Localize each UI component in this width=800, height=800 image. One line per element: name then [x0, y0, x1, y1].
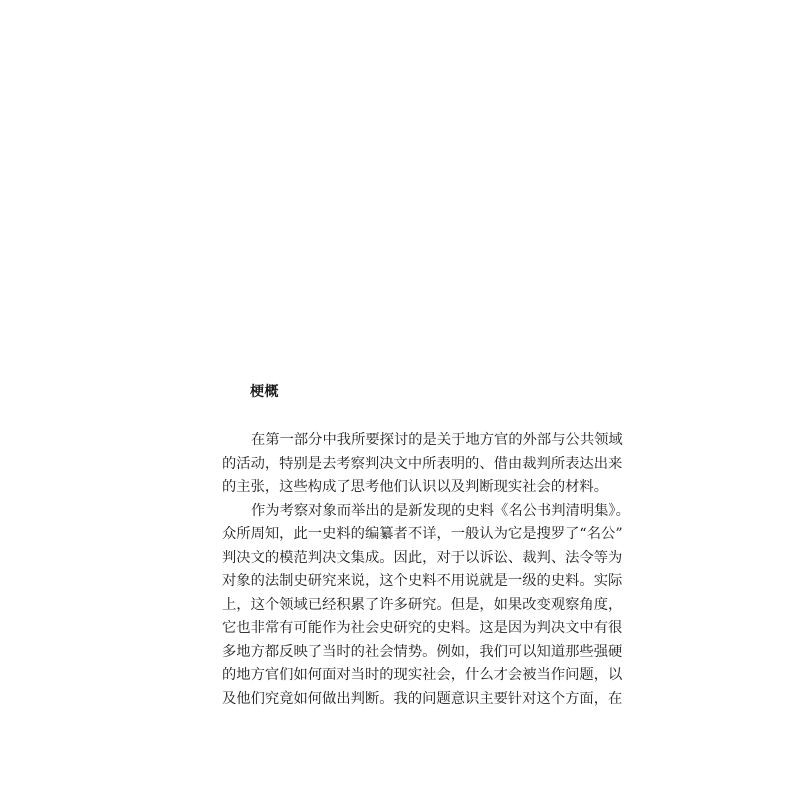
body-text [222, 429, 630, 711]
text-line: 多地方都反映了当时的社会情势。例如，我们可以知道那些强硬 [222, 643, 623, 660]
text-line: 作为考察对象而举出的是新发现的史料《名公书判清明集》。 [251, 502, 630, 519]
text-line: 判决文的模范判决文集成。因此，对于以诉讼、裁判、法令等为 [222, 549, 623, 566]
text-line: 它也非常有可能作为社会史研究的史料。这是因为判决文中有很 [222, 620, 623, 636]
text-line: 的主张，这些构成了思考他们认识以及判断现实社会的材料。 [222, 479, 609, 495]
text-line: 上，这个领域已经积累了许多研究。但是，如果改变观察角度， [222, 596, 623, 613]
text-line: 在第一部分中我所要探讨的是关于地方官的外部与公共领域 [251, 432, 623, 448]
text-line: 的地方官们如何面对当时的现实社会，什么才会被当作问题，以 [222, 667, 623, 683]
text-line: 对象的法制史研究来说，这个史料不用说就是一级的史料。实际 [222, 573, 623, 589]
paragraph-2 [222, 500, 630, 712]
text-line: 的活动，特别是去考察判决文中所表明的、借由裁判所表达出来 [222, 455, 623, 472]
section-heading: 梗概 [250, 384, 279, 400]
text-line: 及他们究竟如何做出判断。我的问题意识主要针对这个方面，在 [222, 690, 623, 707]
paragraph-1 [222, 429, 623, 500]
text-line: 众所周知，此一史料的编纂者不详，一般认为它是搜罗了“名公” [222, 526, 623, 542]
